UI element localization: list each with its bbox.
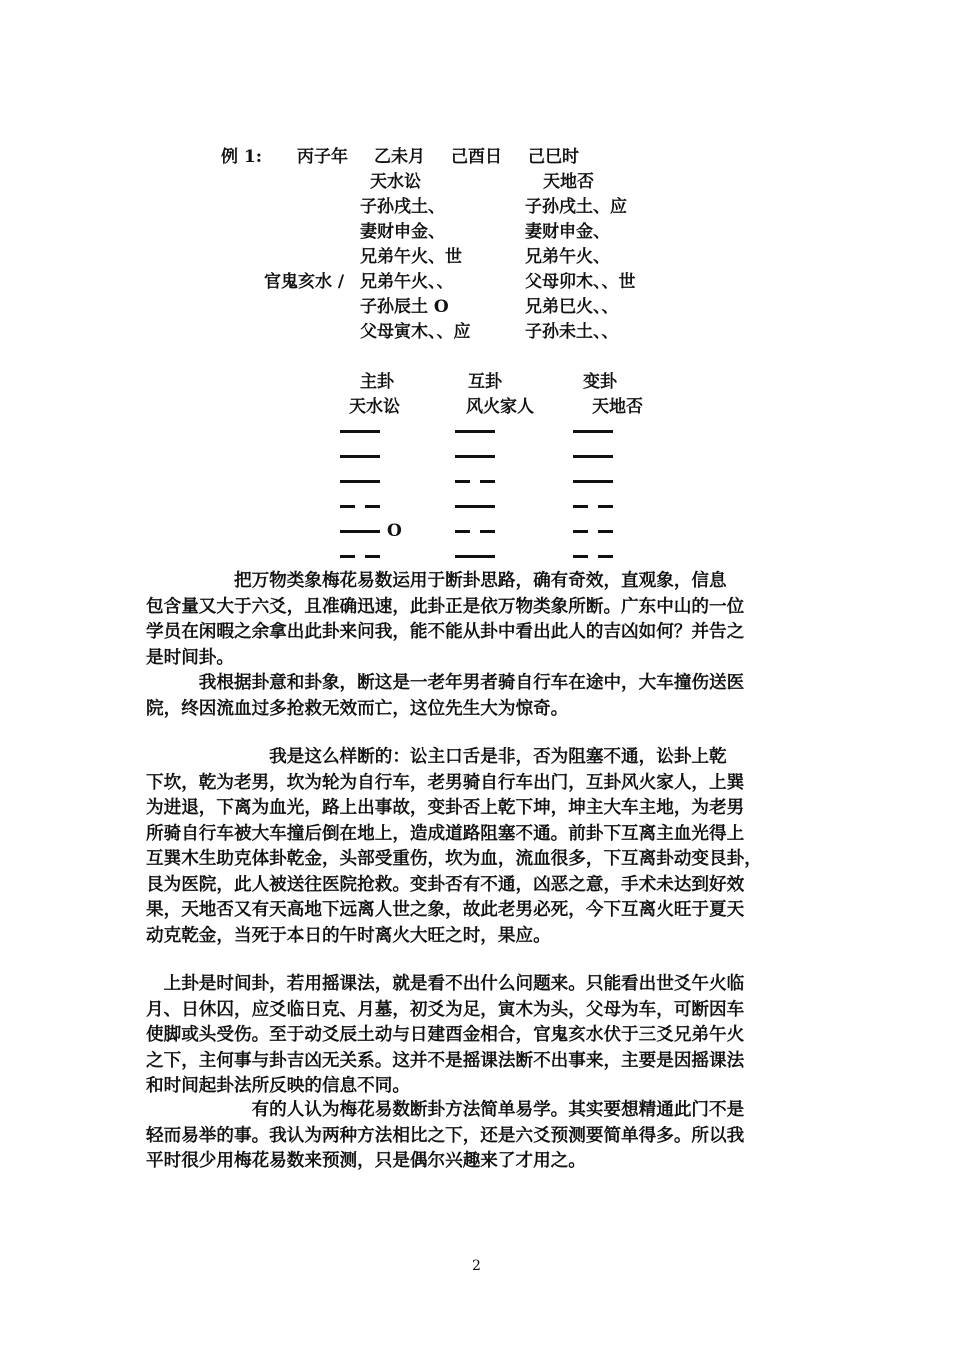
left-row-6: 父母寅木、、应: [360, 322, 471, 342]
right-row-3: 兄弟午火、: [525, 247, 610, 267]
yang-line: [340, 455, 380, 458]
yin-line: [340, 555, 380, 558]
yin-line: [455, 480, 495, 483]
paragraph-line: 互巽木生助克体卦乾金，头部受重伤，坎为血，流血很多，下互离卦动变艮卦，: [146, 848, 762, 869]
year-ganzhi: 丙子年: [297, 147, 348, 167]
yang-line: [455, 505, 495, 508]
moving-line-marker: O: [387, 521, 402, 541]
paragraph-line: 是时间卦。: [146, 646, 234, 668]
yin-line: [573, 505, 613, 508]
paragraph-line: 轻而易举的事。我认为两种方法相比之下，还是六爻预测要简单得多。所以我: [146, 1124, 745, 1146]
yang-line: [573, 480, 613, 483]
yang-line: [455, 555, 495, 558]
paragraph-line: 上卦是时间卦，若用摇课法，就是看不出什么问题来。只能看出世爻午火临: [146, 973, 745, 994]
yang-line: [340, 480, 380, 483]
yin-line: [573, 530, 613, 533]
page-number: 2: [472, 1258, 481, 1274]
paragraph-line: 果，天地否又有天高地下远离人世之象，故此老男必死，今下互离火旺于夏天: [146, 899, 745, 920]
paragraph-line: 学员在闲暇之余拿出此卦来问我，能不能从卦中看出此人的吉凶如何？并告之: [146, 621, 745, 642]
example-label: 例 1:: [221, 147, 263, 167]
paragraph-line: 和时间起卦法所反映的信息不同。: [146, 1075, 410, 1096]
yang-line: [340, 430, 380, 433]
yin-line: [455, 530, 495, 533]
yin-line: [573, 555, 613, 558]
yang-line: [455, 430, 495, 433]
paragraph-line: 把万物类象梅花易数运用于断卦思路，确有奇效，直观象，信息: [146, 570, 727, 591]
paragraph-3: [146, 744, 814, 948]
hour-ganzhi: 己巳时: [528, 147, 579, 167]
right-row-5: 兄弟巳火、、: [525, 297, 619, 317]
main-gua-name: 天水讼: [349, 397, 400, 417]
fushen-label: 官鬼亥水 /: [264, 272, 345, 292]
left-hexagram-name: 天水讼: [370, 172, 421, 192]
paragraph-line: 艮为医院，此人被送往医院抢救。变卦否有不通，凶恶之意，手术未达到好效: [146, 873, 745, 895]
paragraph-line: 所骑自行车被大车撞后倒在地上，造成道路阻塞不通。前卦下互离主血光得上: [146, 822, 745, 844]
paragraph-line: 动克乾金，当死于本日的午时离火大旺之时，果应。: [146, 924, 551, 946]
left-row-5: 子孙辰土 O: [360, 297, 449, 317]
paragraph-line: 有的人认为梅花易数断卦方法简单易学。其实要想精通此门不是: [146, 1099, 745, 1120]
paragraph-line: 平时很少用梅花易数来预测，只是偶尔兴趣来了才用之。: [146, 1150, 586, 1171]
mutual-gua-name: 风火家人: [466, 397, 534, 417]
paragraph-line: 月、日休囚，应爻临日克、月墓，初爻为足，寅木为头，父母为车，可断因车: [146, 998, 745, 1020]
main-gua-title: 主卦: [360, 372, 394, 392]
paragraph-line: 之下，主何事与卦吉凶无关系。这并不是摇课法断不出事来，主要是因摇课法: [146, 1049, 745, 1071]
paragraph-4: [146, 971, 814, 1099]
mutual-gua-title: 互卦: [468, 372, 502, 392]
paragraph-line: 院，终因流血过多抢救无效而亡，这位先生大为惊奇。: [146, 697, 569, 719]
yang-line: [573, 430, 613, 433]
left-row-1: 子孙戌土、: [360, 197, 445, 217]
yang-line: [573, 455, 613, 458]
right-row-2: 妻财申金、: [525, 222, 610, 242]
left-row-2: 妻财申金、: [360, 222, 445, 242]
paragraph-line: 使脚或头受伤。至于动爻辰土动与日建酉金相合，官鬼亥水伏于三爻兄弟午火: [146, 1024, 745, 1045]
paragraph-line: 下坎，乾为老男，坎为轮为自行车，老男骑自行车出门，互卦风火家人，上巽: [146, 771, 745, 793]
right-row-6: 子孙未土、、: [525, 322, 619, 342]
yang-line: [340, 530, 380, 533]
paragraph-2: [146, 670, 814, 721]
yang-line: [455, 455, 495, 458]
paragraph-line: 包含量又大于六爻，且准确迅速，此卦正是依万物类象所断。广东中山的一位: [146, 595, 745, 617]
yin-line: [340, 505, 380, 508]
right-row-4: 父母卯木、、世: [525, 272, 636, 292]
month-ganzhi: 乙未月: [374, 147, 425, 167]
paragraph-line: 我根据卦意和卦象，断这是一老年男者骑自行车在途中，大车撞伤送医: [146, 672, 745, 693]
changed-gua-title: 变卦: [583, 372, 617, 392]
right-hexagram-name: 天地否: [543, 172, 594, 192]
paragraph-5: [146, 1097, 814, 1174]
changed-gua-name: 天地否: [592, 397, 643, 417]
right-row-1: 子孙戌土、应: [525, 197, 627, 217]
left-row-4: 兄弟午火、、: [360, 272, 454, 292]
left-row-3: 兄弟午火、世: [360, 247, 462, 267]
day-ganzhi: 己酉日: [451, 147, 502, 167]
paragraph-1: [146, 568, 814, 670]
paragraph-line: 我是这么样断的：讼主口舌是非，否为阻塞不通，讼卦上乾: [146, 746, 727, 767]
paragraph-line: 为进退，下离为血光，路上出事故，变卦否上乾下坤，坤主大车主地，为老男: [146, 797, 745, 818]
